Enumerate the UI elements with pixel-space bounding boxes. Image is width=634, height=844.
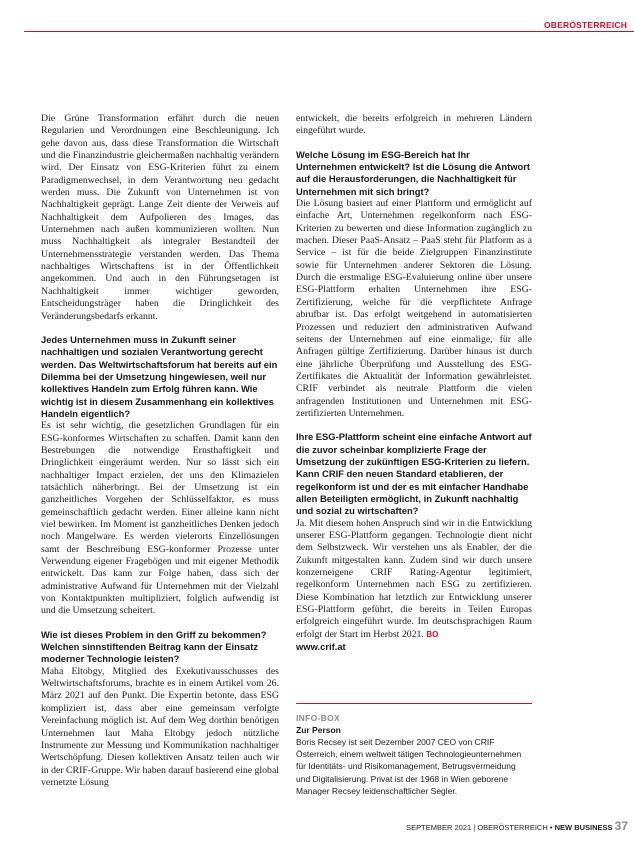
body-paragraph: entwickelt, die bereits erfolgreich in mehreren Ländern eingeführt wurde. <box>296 113 532 137</box>
interview-question: Welche Lösung im ESG-Bereich hat Ihr Unternehmen entwickelt? Ist die Lösung die Antwort auf die Herausforderungen, die Nachhaltigkeit für Unternehmen mit sich bringt? <box>296 148 531 197</box>
magazine-name: NEW BUSINESS <box>554 823 613 832</box>
footer-region: OBERÖSTERREICH <box>477 823 548 832</box>
page-footer <box>406 820 628 834</box>
author-initials: BO <box>426 629 439 639</box>
left-column <box>41 113 279 789</box>
infobox-title: INFO-BOX <box>296 713 340 723</box>
body-paragraph: Maha Eltobgy, Mitglied des Exekutivausschusses des Weltwirtschaftsforums, brachte es in einem Artikel vom 26. März 2021 auf den Punkt. Die Expertin betonte, dass ESG kompliziert ist, dass aber eine gemeinsam verfolgte Vereinfachung möglich ist. Auf dem Weg dorthin benötigen Unternehmen laut Maha Eltobgy jedoch nützliche Instrumente zur Messung und Kommunikation nachhaltiger Wertschöpfung. Diesen kollektiven Ansatz teilen auch wir in der CRIF-Gruppe. Wir haben darauf basierend eine global vernetzte Lösung <box>41 665 280 788</box>
footer-bullet: • <box>549 823 553 832</box>
interview-question: Wie ist dieses Problem in den Griff zu bekommen? Welchen sinnstiftenden Beitrag kann der Einsatz moderner Technologie leisten? <box>41 628 267 665</box>
infobox <box>296 712 532 797</box>
closing-paragraph-text: Ja. Mit diesem hohen Anspruch sind wir in die Entwicklung unserer ESG-Plattform gegangen. Technologie dient nicht dem Selbstzweck. Wir verstehen uns als Enabler, der die Zukunft mitgestalten kann. Zudem sind wir durch unsere konzerneigene CRIF Rating-Agentur legitimiert, regelkonform Unternehmen nach ESG zu zertifizieren. Diese Kombination hat letztlich zur Entwicklung unserer ESG-Plattform geführt, die bereits in Teilen Europas erfolgreich eingeführt wurde. Im deutschsprachigen Raum erfolgt der Start im Herbst 2021. <box>296 517 532 640</box>
page-number: 37 <box>614 819 628 833</box>
header-rule <box>24 31 634 32</box>
body-paragraph: Die Lösung basiert auf einer Plattform und ermöglicht auf einfache Art, Unternehmen regelkonform nach ESG-Kriterien zu bewerten und diese Information zugänglich zu machen. Dieser PaaS-Ansatz – PaaS steht für Platform as a Service – ist für die beide Zielgruppen Finanzinstitute sowie für Unternehmen anderer Sektoren die Lösung. Durch die erstmalige ESG-Evaluierung online über unsere ESG-Plattform erhalten Unternehmen ihre ESG-Zertifizierung, welche für die verpflichtete Anfrage abrufbar ist. Das erfolgt weitgehend in automatisierten Prozessen und reduziert den administrativen Aufwand seitens der Unternehmen auf eine einmalige, für alle Anfragen gültige Zertifizierung. Darüber hinaus ist durch eine jährliche Überprüfung und Ausstellung des ESG-Zertifikates die Aktualität der Information gewährleistet. CRIF verbindet als neutrale Plattform die vielen anfragenden Institutionen und Unternehmen mit ESG-zertifizierten Unternehmen. <box>296 198 532 419</box>
right-column <box>296 113 532 653</box>
section-tag: OBERÖSTERREICH <box>540 20 634 30</box>
footer-separator: | <box>473 823 476 832</box>
infobox-rule <box>296 703 532 704</box>
interview-question: Jedes Unternehmen muss in Zukunft seiner nachhaltigen und sozialen Verantwortung gerecht werden. Das Weltwirtschaftsforum hat bereits auf ein Dilemma bei der Umsetzung hingewiesen, weil nur kollektives Handeln zum Erfolg führen kann. Wie wichtig ist in diesem Zusammenhang ein kollektives Handeln eigentlich? <box>41 333 278 419</box>
website-link[interactable]: www.crif.at <box>296 641 346 653</box>
body-paragraph <box>296 518 532 654</box>
infobox-text: Boris Recsey ist seit Dezember 2007 CEO von CRIF Österreich, einem weltweit tätigen Technologieunternehmen für Identitäts- und Risikomanagement, Betrugsvermeidung und Digitalisierung. Privat ist der 1968 in Wien geborene Manager Recsey leidenschaftlicher Segler. <box>296 737 522 796</box>
infobox-subtitle: Zur Person <box>296 725 341 735</box>
body-paragraph: Die Grüne Transformation erfährt durch die neuen Regularien und Verordnungen eine Beschleunigung. Ich gehe davon aus, dass diese Transformation die Wirtschaft und die Finanzindustrie gleichermaßen nachhaltig verändern wird. Der Einsatz von ESG-Kriterien führt zu einem Paradigmenwechsel, in dem Verantwortung neu gedacht werden muss. Die Zukunft von Unternehmen ist von Nachhaltigkeit geprägt. Lange Zeit diente der Verweis auf Nachhaltigkeit dem Aufpolieren des Images, das Unternehmen nach außen kommunizieren wollten. Nun muss Nachhaltigkeit als integraler Bestandteil der Unternehmensstrategie verstanden werden. Das Thema nachhaltiges Wirtschaftens ist in der Öffentlichkeit angekommen. Und auch in den Führungsetagen ist Nachhaltigkeit immer wichtiger geworden, Entscheidungsträger haben die Dringlichkeit des Veränderungsbedarfs erkannt. <box>41 113 279 322</box>
body-paragraph: Es ist sehr wichtig, die gesetzlichen Grundlagen für ein ESG-konformes Wirtschaften zu schaffen. Damit kann den Bestrebungen die notwendige Ernsthaftigkeit und Dringlichkeit eingeräumt werden. Nur so lässt sich ein nachhaltiger Impact erzielen, der uns den Klimazielen tatsächlich näherbringt. Bei der Umsetzung ist ein ganzheitliches Vorgehen der Schlüsselfaktor, es muss gemeinschaftlich gedacht werden. Einer alleine kann nicht viel bewirken. Im Moment ist ganzheitliches Denken jedoch noch Mangelware. Es werden vielerorts Einzellösungen samt der Beschreibung ESG-konformer Prozesse unter Verwendung eigener Fragebögen und mit eigener Methodik entwickelt. Das kann zur Folge haben, dass sich der administrative Aufwand für Unternehmen mit der Vielzahl von Kontaktpunkten multipliziert, folglich aufwendig ist und die Umsetzung scheitert. <box>41 420 279 617</box>
interview-question: Ihre ESG-Plattform scheint eine einfache Antwort auf die zuvor scheinbar komplizierte Frage der Umsetzung der zukünftigen ESG-Kriterien zu liefern. Kann CRIF den neuen Standard etablieren, der regelkonform ist und der es mit einfacher Handhabe allen Beteiligten ermöglicht, in Zukunft nachhaltig und sozial zu wirtschaften? <box>296 431 532 517</box>
issue-date: SEPTEMBER 2021 <box>406 823 472 832</box>
